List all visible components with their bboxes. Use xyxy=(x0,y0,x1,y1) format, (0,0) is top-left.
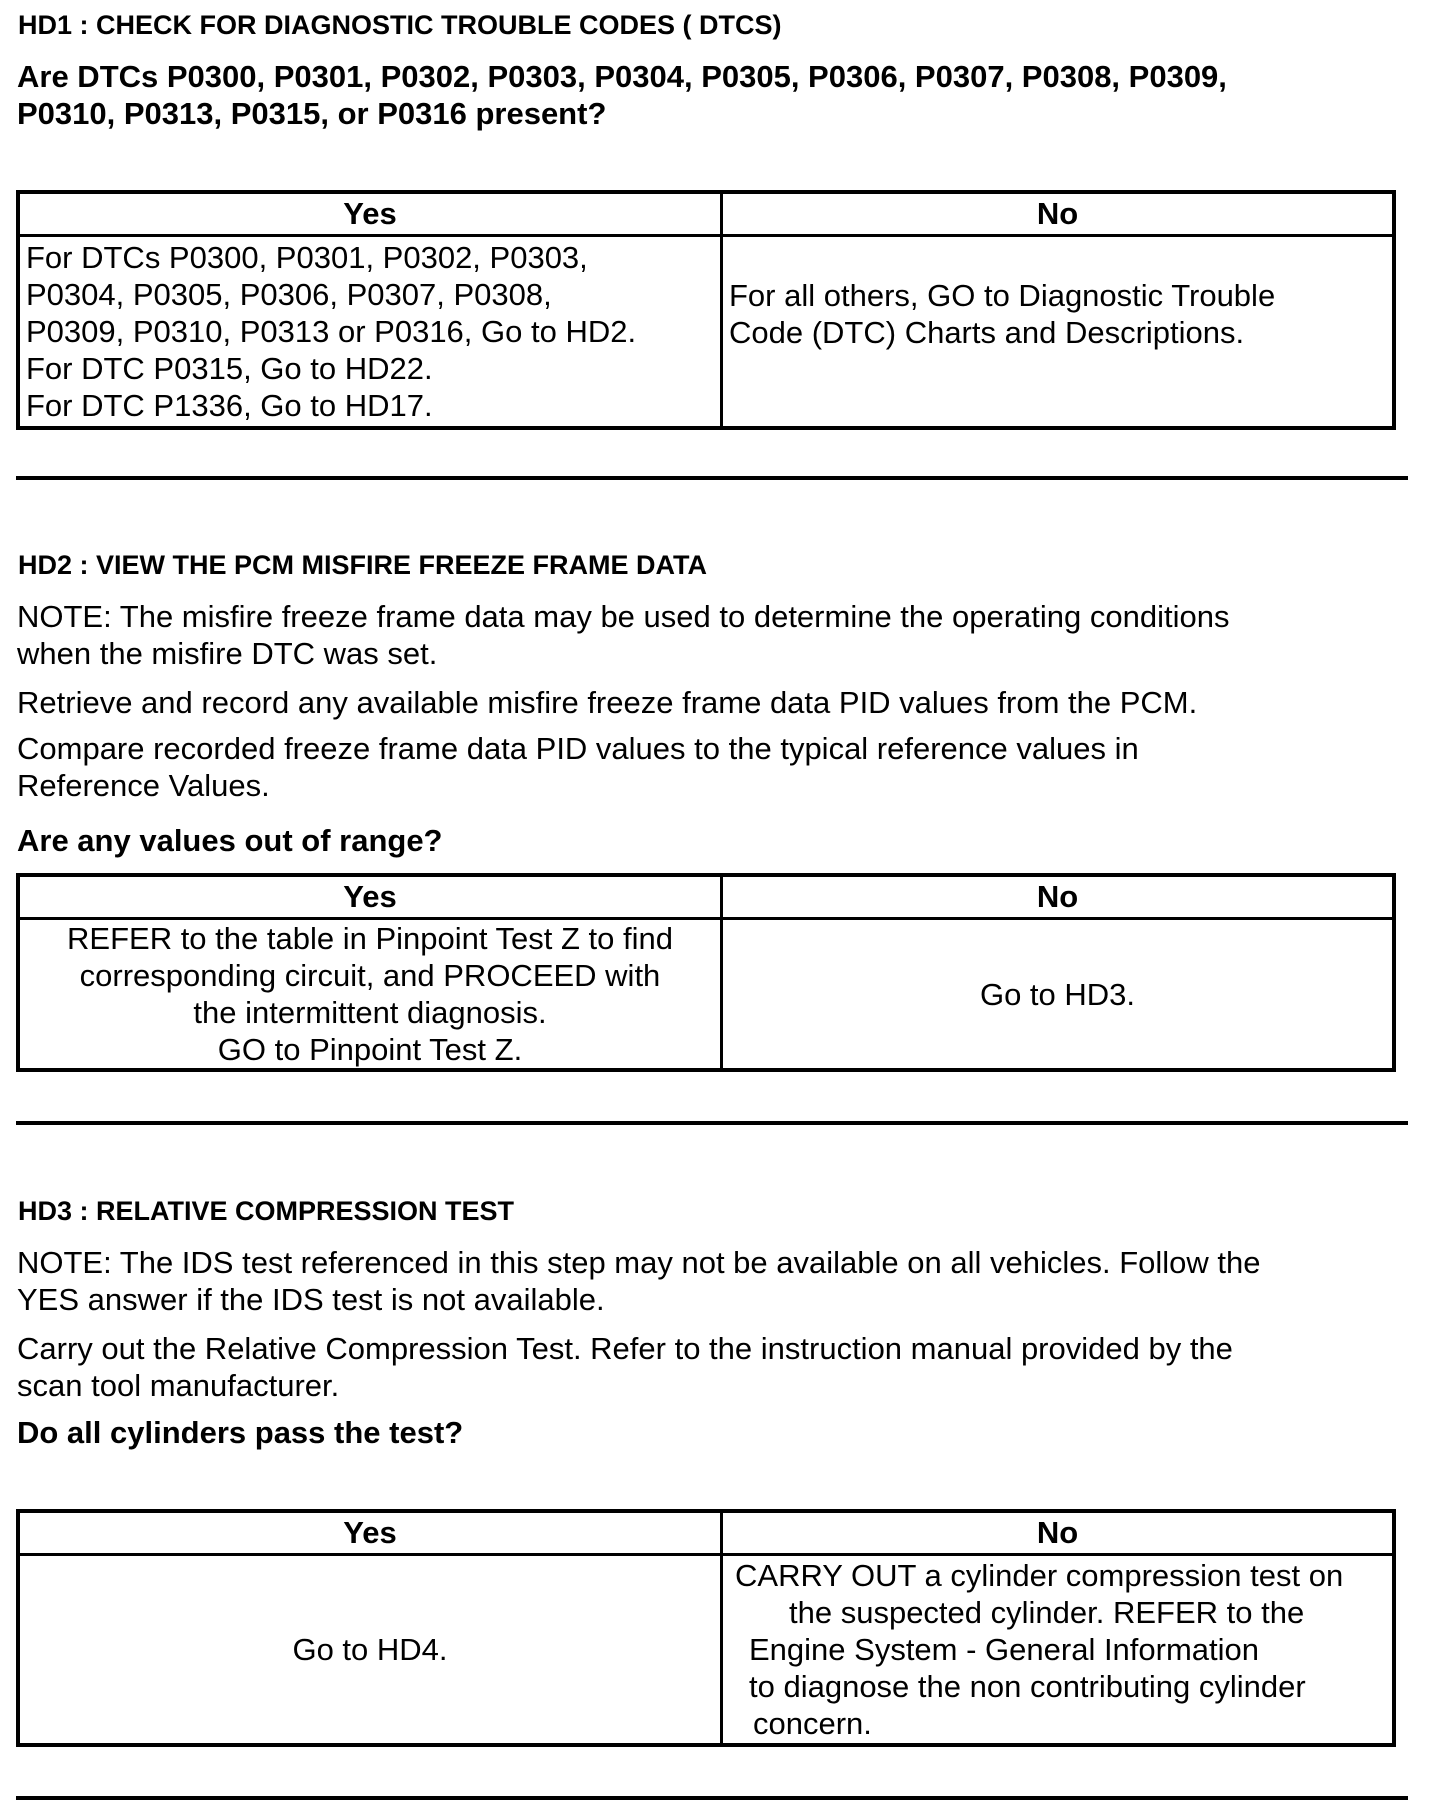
instruction-paragraph xyxy=(17,730,1139,804)
yes-cell xyxy=(18,236,722,429)
para-line: when the misfire DTC was set. xyxy=(17,636,438,671)
para-line: YES answer if the IDS test is not available. xyxy=(17,1282,605,1317)
section-divider xyxy=(16,1121,1408,1125)
question-hd3: Do all cylinders pass the test? xyxy=(17,1415,464,1450)
question-hd1 xyxy=(17,58,1227,132)
yes-line: GO to Pinpoint Test Z. xyxy=(217,1032,523,1067)
question-line: P0310, P0313, P0315, or P0316 present? xyxy=(17,96,607,131)
no-line: to diagnose the non contributing cylinder xyxy=(749,1669,1306,1704)
yes-line: P0304, P0305, P0306, P0307, P0308, xyxy=(26,277,552,312)
para-line: Retrieve and record any available misfire freeze frame data PID values from the PCM. xyxy=(17,685,1198,720)
instruction-paragraph xyxy=(17,1330,1233,1404)
section-divider xyxy=(16,476,1408,480)
yes-header: Yes xyxy=(18,875,722,919)
no-line: Engine System - General Information xyxy=(749,1632,1260,1667)
para-line: NOTE: The IDS test referenced in this step may not be available on all vehicles. Follow the xyxy=(17,1245,1261,1280)
yes-header: Yes xyxy=(18,1511,722,1555)
yes-no-table-hd3 xyxy=(16,1509,1396,1747)
yes-line: the intermittent diagnosis. xyxy=(193,995,547,1030)
yes-no-table-hd1 xyxy=(16,190,1396,430)
question-hd2: Are any values out of range? xyxy=(17,823,443,858)
no-cell xyxy=(722,1555,1395,1746)
yes-line: For DTCs P0300, P0301, P0302, P0303, xyxy=(26,240,588,275)
no-line: Go to HD3. xyxy=(979,976,1136,1012)
yes-line: REFER to the table in Pinpoint Test Z to find xyxy=(67,921,673,956)
yes-no-table-hd2 xyxy=(16,873,1396,1072)
no-line: CARRY OUT a cylinder compression test on xyxy=(735,1558,1344,1593)
no-line: the suspected cylinder. REFER to the xyxy=(789,1595,1305,1630)
no-cell xyxy=(722,919,1395,1071)
para-line: Carry out the Relative Compression Test. Refer to the instruction manual provided by the xyxy=(17,1331,1233,1366)
step-title-hd1: HD1 : CHECK FOR DIAGNOSTIC TROUBLE CODES ( DTCS) xyxy=(18,10,782,40)
no-cell xyxy=(722,236,1395,429)
para-line: NOTE: The misfire freeze frame data may be used to determine the operating conditions xyxy=(17,599,1230,634)
yes-line: For DTC P0315, Go to HD22. xyxy=(26,351,433,386)
step-title-hd3: HD3 : RELATIVE COMPRESSION TEST xyxy=(18,1196,515,1226)
no-header: No xyxy=(722,192,1395,236)
note-paragraph xyxy=(17,1244,1260,1318)
yes-header: Yes xyxy=(18,192,722,236)
step-title-hd2: HD2 : VIEW THE PCM MISFIRE FREEZE FRAME DATA xyxy=(18,550,708,580)
no-header: No xyxy=(722,1511,1395,1555)
para-line: Compare recorded freeze frame data PID values to the typical reference values in xyxy=(17,731,1139,766)
section-divider xyxy=(16,1796,1408,1800)
no-line: For all others, GO to Diagnostic Trouble xyxy=(729,278,1276,313)
yes-cell xyxy=(18,1555,722,1746)
para-line: Reference Values. xyxy=(17,768,270,803)
yes-line: P0309, P0310, P0313 or P0316, Go to HD2. xyxy=(26,314,637,349)
note-paragraph xyxy=(17,598,1229,672)
no-line: concern. xyxy=(753,1706,872,1741)
question-line: Are DTCs P0300, P0301, P0302, P0303, P0304, P0305, P0306, P0307, P0308, P0309, xyxy=(17,59,1227,94)
yes-line: For DTC P1336, Go to HD17. xyxy=(26,388,433,423)
instruction-paragraph xyxy=(17,684,1197,721)
no-line: Code (DTC) Charts and Descriptions. xyxy=(729,315,1245,350)
yes-line: corresponding circuit, and PROCEED with xyxy=(79,958,661,993)
no-header: No xyxy=(722,875,1395,919)
yes-cell xyxy=(18,919,722,1071)
yes-line: Go to HD4. xyxy=(292,1632,448,1667)
para-line: scan tool manufacturer. xyxy=(17,1368,340,1403)
